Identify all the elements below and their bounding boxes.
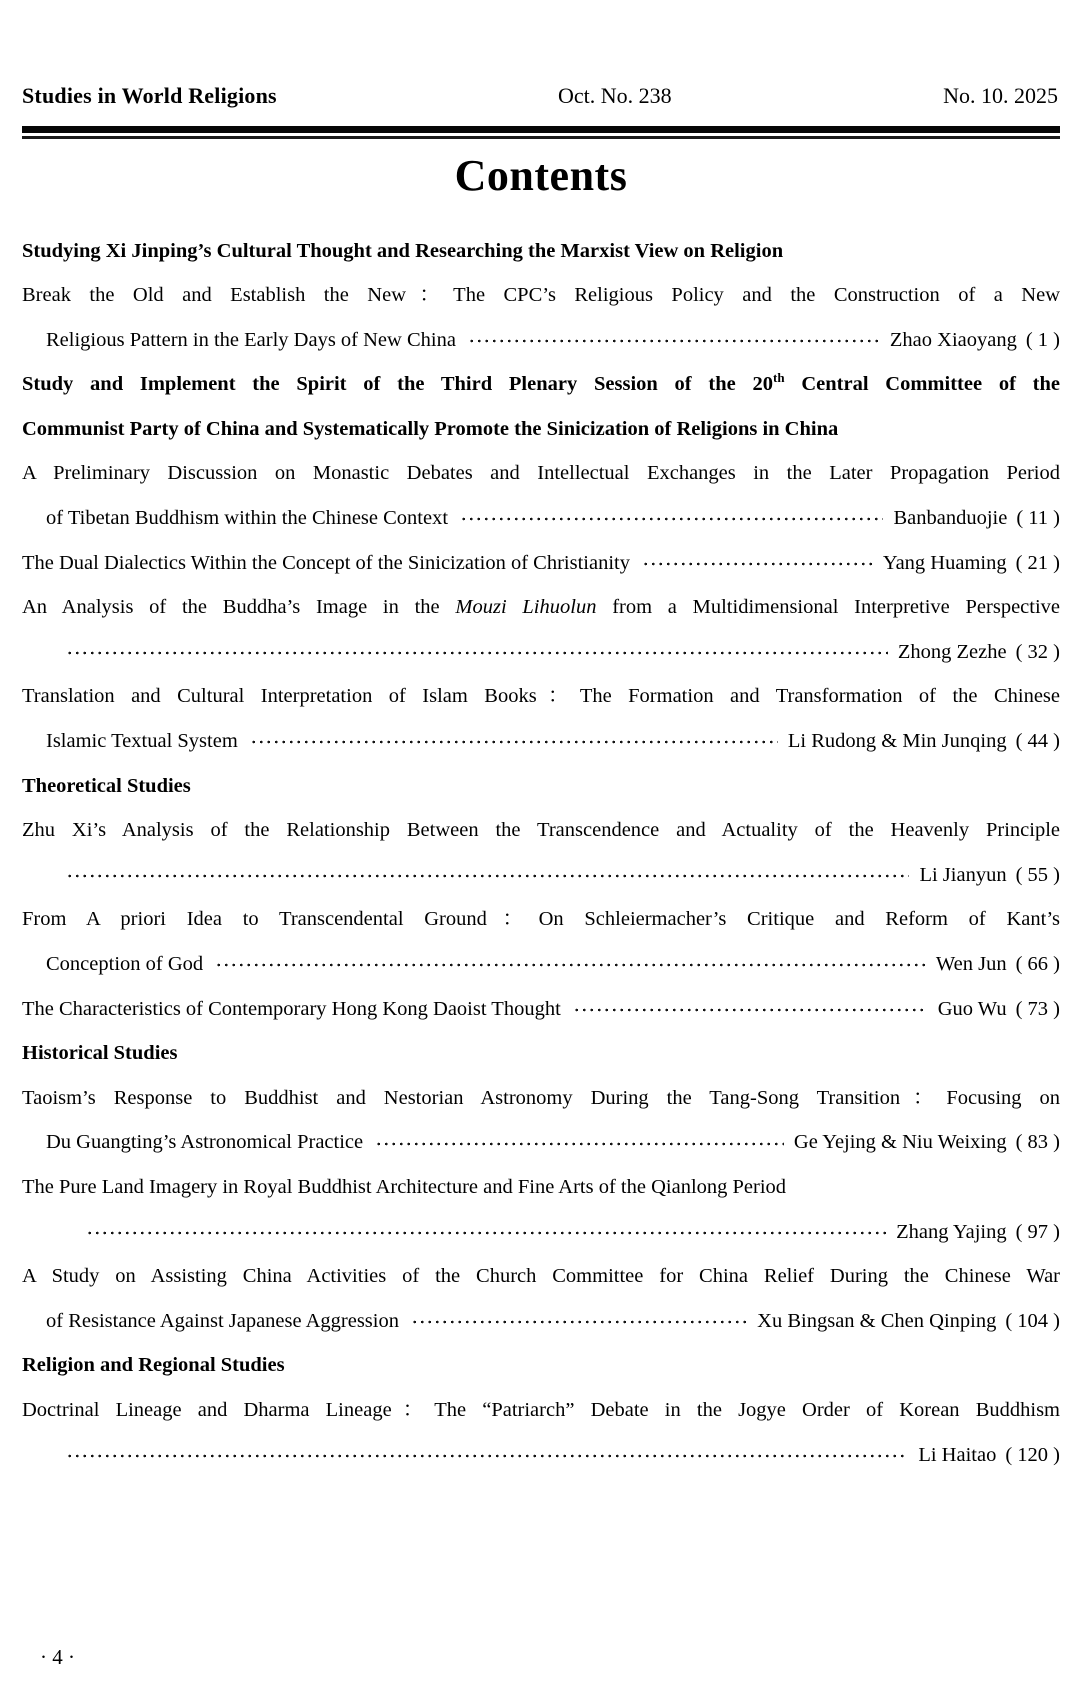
article-page-number: ( 11 ): [1016, 507, 1060, 530]
article-title-text: An Analysis of the Buddha’s Image in the: [22, 596, 456, 619]
section-heading: Theoretical Studies: [22, 774, 191, 797]
section-heading: Studying Xi Jinping’s Cultural Thought and Researching the Marxist View on Religion: [22, 239, 784, 262]
article-title-line: [22, 318, 1060, 363]
article-title-line: Break the Old and Establish the New：The CPC’s Religious Policy and the Construction of a New: [22, 284, 1060, 307]
dotted-leader: [66, 1453, 908, 1459]
dotted-leader: [86, 1230, 886, 1236]
article-title-line: [22, 585, 1060, 630]
dotted-leader: [573, 1007, 928, 1013]
article-title-continuation: Islamic Textual System: [46, 730, 238, 753]
section-heading-text: Study and Implement the Spirit of the Third Plenary Session of the 20: [22, 373, 774, 396]
page-number-footer: · 4 ·: [40, 1645, 75, 1669]
article-page-number: ( 21 ): [1015, 551, 1060, 574]
article-title: The Dual Dialectics Within the Concept of the Sinicization of Christianity: [22, 551, 630, 574]
article-title-line: Doctrinal Lineage and Dharma Lineage：The “Patriarch” Debate in the Jogye Order of Korean Buddhism: [22, 1398, 1060, 1421]
article-title-text: from a Multidimensional Interpretive Perspective: [596, 596, 1061, 619]
article-title-line: From A priori Idea to Transcendental Ground：On Schleiermacher’s Critique and Reform of Kant’s: [22, 908, 1060, 931]
article-title-continuation: Religious Pattern in the Early Days of New China: [46, 328, 456, 351]
article-author: Xu Bingsan & Chen Qinping: [757, 1309, 997, 1332]
article-page-number: ( 73 ): [1015, 997, 1060, 1020]
article-title-line: A Study on Assisting China Activities of the Church Committee for China Relief During the Chinese War: [22, 1265, 1060, 1288]
section-heading-text: Central Committee of the: [784, 373, 1060, 396]
article-leader-line: [22, 1433, 1060, 1478]
article-page-number: ( 1 ): [1025, 328, 1060, 351]
article-page-number: ( 66 ): [1015, 953, 1060, 975]
article-title-line: [22, 1120, 1060, 1165]
article-title-continuation: Conception of God: [46, 953, 204, 975]
article-author: Zhao Xiaoyang: [889, 328, 1017, 351]
dotted-leader: [411, 1319, 747, 1325]
section-heading: Communist Party of China and Systematically Promote the Sinicization of Religions in China: [22, 417, 839, 440]
article-title: The Characteristics of Contemporary Hong Kong Daoist Thought: [22, 997, 561, 1020]
article-page-number: ( 97 ): [1015, 1220, 1060, 1243]
section-heading: [22, 362, 1060, 407]
article-title-continuation: of Resistance Against Japanese Aggression: [46, 1309, 399, 1332]
section-heading: Historical Studies: [22, 1042, 178, 1065]
article-author: Zhang Yajing: [896, 1220, 1007, 1243]
article-title-continuation: of Tibetan Buddhism within the Chinese Context: [46, 507, 449, 530]
article-page-number: ( 44 ): [1015, 730, 1060, 753]
article-page-number: ( 104 ): [1005, 1309, 1060, 1332]
article-author: Yang Huaming: [882, 551, 1007, 574]
article-title-line: [22, 496, 1060, 541]
contents-title: Contents: [454, 150, 628, 200]
article-author: Li Rudong & Min Junqing: [787, 730, 1007, 753]
table-of-contents: [22, 229, 1060, 1478]
article-title-line: [22, 942, 1060, 987]
article-title-line: [22, 987, 1060, 1032]
section-heading: Religion and Regional Studies: [22, 1354, 285, 1377]
article-author: Ge Yejing & Niu Weixing: [793, 1131, 1007, 1154]
issue-label: Oct. No. 238: [558, 83, 672, 108]
article-title-line: The Pure Land Imagery in Royal Buddhist Architecture and Fine Arts of the Qianlong Period: [22, 1175, 787, 1198]
article-title-continuation: Du Guangting’s Astronomical Practice: [46, 1131, 364, 1154]
superscript-th: th: [773, 370, 785, 386]
article-leader-line: [22, 853, 1060, 898]
article-title-line: [22, 1299, 1060, 1344]
journal-title: Studies in World Religions: [22, 83, 277, 108]
dotted-leader: [250, 739, 778, 745]
article-title-line: A Preliminary Discussion on Monastic Debates and Intellectual Exchanges in the Later Propagation Period: [22, 462, 1060, 485]
article-page-number: ( 120 ): [1005, 1443, 1060, 1466]
article-author: Guo Wu: [937, 997, 1007, 1020]
article-page-number: ( 32 ): [1015, 640, 1060, 663]
page-header: [22, 82, 1060, 110]
article-page-number: ( 55 ): [1015, 863, 1060, 886]
dotted-leader: [375, 1141, 784, 1147]
dotted-leader: [215, 962, 926, 968]
article-author: Banbanduojie: [893, 507, 1008, 530]
article-author: Wen Jun: [935, 953, 1007, 975]
dotted-leader: [460, 516, 883, 522]
volume-label: No. 10. 2025: [943, 83, 1058, 108]
article-title-italic: Mouzi Lihuolun: [455, 596, 597, 619]
article-leader-line: [22, 1210, 1060, 1255]
dotted-leader: [468, 338, 880, 344]
article-page-number: ( 83 ): [1015, 1131, 1060, 1154]
article-title-line: [22, 541, 1060, 586]
dotted-leader: [66, 650, 888, 656]
article-leader-line: [22, 630, 1060, 675]
article-title-line: Translation and Cultural Interpretation of Islam Books：The Formation and Transformation of the Chinese: [22, 685, 1060, 708]
header-rule-thick: [22, 126, 1060, 133]
article-author: Li Jianyun: [919, 863, 1007, 886]
article-author: Li Haitao: [918, 1443, 997, 1466]
dotted-leader: [642, 561, 873, 567]
article-title-line: [22, 719, 1060, 764]
dotted-leader: [66, 873, 909, 879]
header-rule-thin: [22, 136, 1060, 139]
article-title-line: Zhu Xi’s Analysis of the Relationship Between the Transcendence and Actuality of the Heavenly Principle: [22, 819, 1060, 842]
article-title-line: Taoism’s Response to Buddhist and Nestorian Astronomy During the Tang-Song Transition：Focusing on: [22, 1086, 1060, 1109]
article-author: Zhong Zezhe: [897, 640, 1007, 663]
